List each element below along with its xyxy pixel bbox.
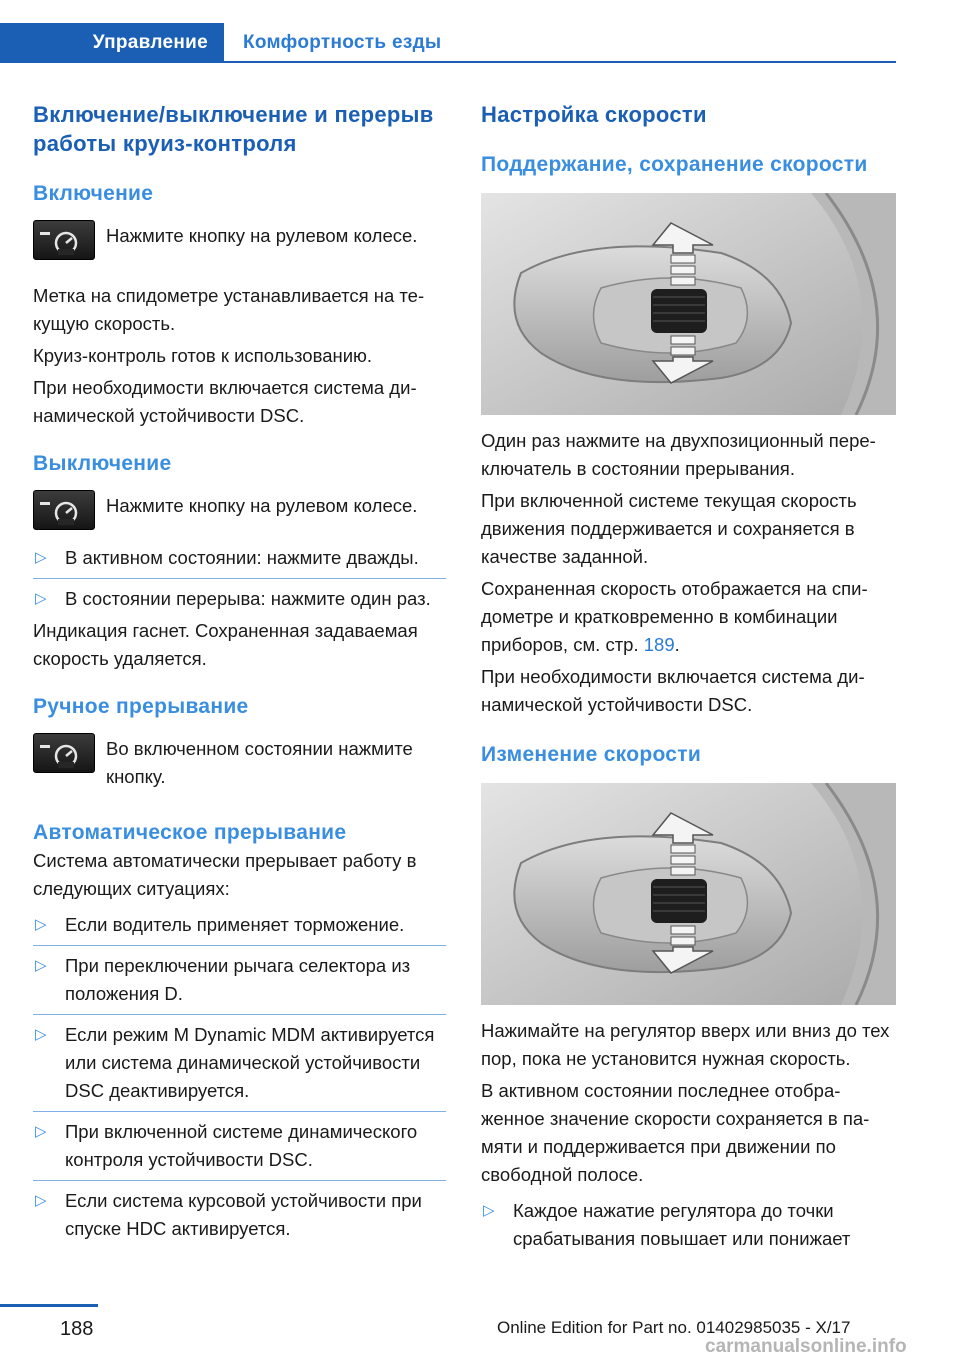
maintain-para-3: Сохраненная скорость отображается на спидометре и кратковременно в комбинации приборов, см. стр. 189. [481, 578, 868, 655]
maintain-para-4: При необходимости включается система динамической устойчивости DSC. [481, 666, 865, 715]
section-title-speed-setting: Настройка скорости [481, 102, 707, 127]
list-divider [33, 1111, 446, 1112]
steering-wheel-rocker-photo-2 [481, 783, 896, 1005]
triangle-bullet-icon: ▷ [35, 957, 47, 974]
footer-accent-line [0, 1304, 98, 1307]
heading-switch-off: Выключение [33, 452, 172, 475]
change-para-2: В активном состоянии последнее отображенное значение скорости сохраняется в памяти и поддерживается при движении по свободной полосе. [481, 1080, 870, 1185]
automatic-intro: Система автоматически прерывает работу в следующих ситуациях: [33, 850, 417, 899]
list-item: ▷ При переключении рычага селектора из положения D. [33, 952, 446, 1008]
triangle-bullet-icon: ▷ [35, 916, 47, 933]
list-item: ▷ Если система курсовой устойчивости при спуске HDC активируется. [33, 1187, 446, 1243]
list-divider [33, 578, 446, 579]
switch-on-para-3: При необходимости включается система динамической устойчивости DSC. [33, 377, 417, 426]
page-header [0, 23, 896, 63]
section-title-cruise-on-off: Включение/выключение и перерыв работы круиз-контроля [33, 102, 434, 156]
cruise-button-icon [33, 220, 95, 260]
heading-switch-on: Включение [33, 182, 154, 205]
list-item: ▷ В состоянии перерыва: нажмите один раз. [33, 585, 446, 613]
edition-text: Online Edition for Part no. 01402985035 - X/17 [497, 1318, 851, 1337]
right-column [481, 100, 896, 1253]
manual-instruction: Во включенном состоянии нажмите кнопку. [106, 738, 413, 787]
switch-on-para-2: Круиз-контроль готов к использованию. [33, 345, 373, 366]
switch-off-instruction: Нажмите кнопку на рулевом колесе. [106, 495, 418, 516]
list-item: ▷ При включенной системе динамического контроля устойчивости DSC. [33, 1118, 446, 1174]
triangle-bullet-icon: ▷ [35, 1192, 47, 1209]
cruise-button-icon [33, 490, 95, 530]
cruise-button-icon [33, 733, 95, 773]
steering-wheel-rocker-photo [481, 193, 896, 415]
switch-on-instruction: Нажмите кнопку на рулевом колесе. [106, 225, 418, 246]
heading-change-speed: Изменение скорости [481, 743, 702, 766]
maintain-para-2: При включенной системе текущая скорость движения поддерживается и сохраняется в качестве заданной. [481, 490, 857, 567]
list-item: ▷ Если водитель применяет торможение. [33, 911, 446, 939]
triangle-bullet-icon: ▷ [35, 590, 47, 607]
list-divider [33, 1014, 446, 1015]
list-item: ▷ В активном состоянии: нажмите дважды. [33, 544, 446, 572]
change-para-1: Нажимайте на регулятор вверх или вниз до тех пор, пока не установится нужная скорость. [481, 1020, 890, 1069]
button-row-switch-on [33, 220, 446, 260]
list-divider [33, 945, 446, 946]
heading-automatic-interrupt: Автоматическое прерывание [33, 821, 347, 844]
switch-on-para-1: Метка на спидометре устанавливается на текущую скорость. [33, 285, 425, 334]
header-tab-control[interactable]: Управление [0, 23, 224, 63]
list-item: ▷ Если режим M Dynamic MDM активируется или система динамической устойчивости DSC деактивируется. [33, 1021, 446, 1105]
triangle-bullet-icon: ▷ [35, 1123, 47, 1140]
list-item: ▷ Каждое нажатие регулятора до точки срабатывания повышает или понижает [481, 1197, 896, 1253]
button-row-manual [33, 733, 446, 791]
page-number: 188 [60, 1318, 94, 1340]
heading-maintain-speed: Поддержание, сохранение скорости [481, 153, 868, 176]
heading-manual-interrupt: Ручное прерывание [33, 695, 249, 718]
watermark: carmanualsonline.info [705, 1336, 907, 1357]
triangle-bullet-icon: ▷ [483, 1202, 495, 1219]
header-divider [224, 61, 896, 63]
list-divider [33, 1180, 446, 1181]
triangle-bullet-icon: ▷ [35, 549, 47, 566]
button-row-switch-off [33, 490, 446, 530]
switch-off-para-1: Индикация гаснет. Сохраненная задаваемая скорость удаляется. [33, 620, 418, 669]
left-column [33, 100, 446, 1243]
maintain-para-1: Один раз нажмите на двухпозиционный переключатель в состоянии прерывания. [481, 430, 876, 479]
triangle-bullet-icon: ▷ [35, 1026, 47, 1043]
header-tab-comfort[interactable]: Комфортность езды [243, 32, 442, 53]
page-reference-link[interactable]: 189 [643, 634, 675, 655]
